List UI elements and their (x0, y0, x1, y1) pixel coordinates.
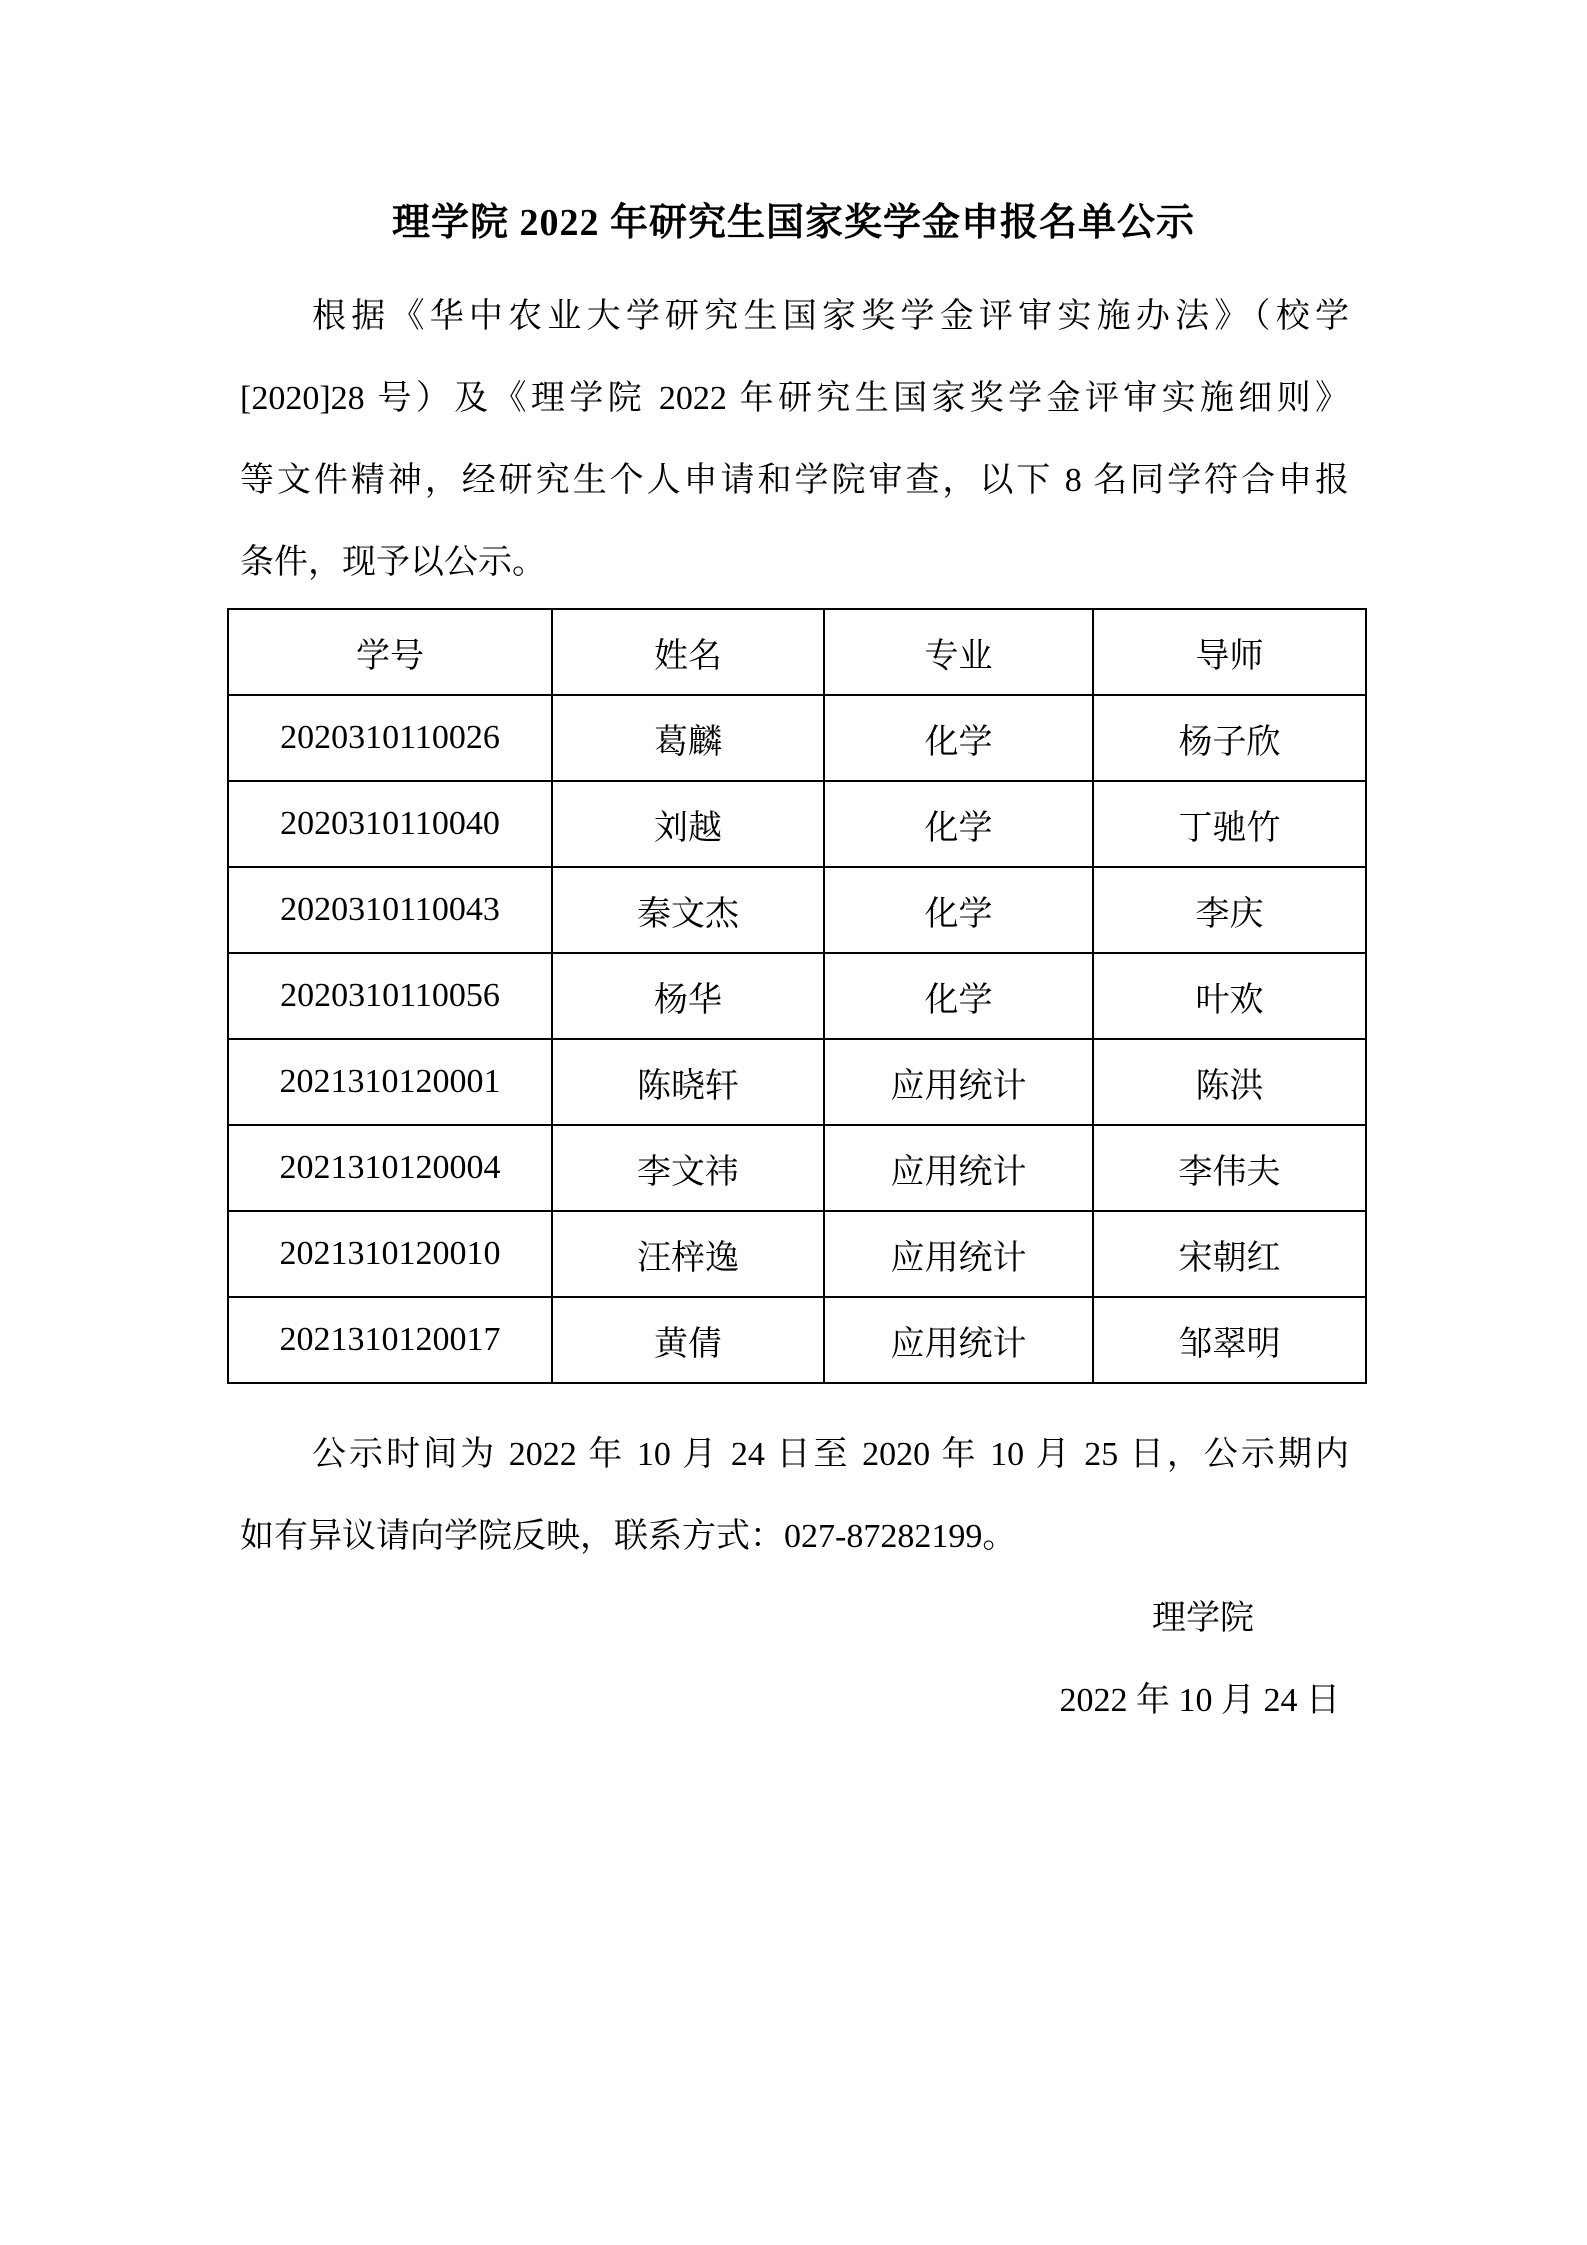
cell-advisor: 杨子欣 (1093, 695, 1366, 781)
table-row (228, 953, 1366, 1039)
cell-major: 应用统计 (824, 1125, 1093, 1211)
cell-name: 秦文杰 (552, 867, 824, 953)
cell-major: 化学 (824, 867, 1093, 953)
signature-org: 理学院 (1152, 1600, 1254, 1637)
cell-student-id: 2021310120001 (228, 1039, 552, 1125)
cell-advisor: 李伟夫 (1093, 1125, 1366, 1211)
column-header-advisor: 导师 (1093, 609, 1366, 695)
table-row (228, 1125, 1366, 1211)
cell-major: 化学 (824, 953, 1093, 1039)
closing-paragraph (240, 1414, 1349, 1578)
table-row (228, 1297, 1366, 1383)
cell-major: 化学 (824, 781, 1093, 867)
cell-major: 应用统计 (824, 1297, 1093, 1383)
cell-name: 葛麟 (552, 695, 824, 781)
cell-student-id: 2020310110056 (228, 953, 552, 1039)
cell-name: 黄倩 (552, 1297, 824, 1383)
cell-student-id: 2021310120017 (228, 1297, 552, 1383)
column-header-major: 专业 (824, 609, 1093, 695)
intro-line: 条件，现予以公示。 (240, 544, 546, 581)
table-row (228, 781, 1366, 867)
cell-major: 应用统计 (824, 1211, 1093, 1297)
column-header-student-id: 学号 (228, 609, 552, 695)
cell-name: 杨华 (552, 953, 824, 1039)
cell-student-id: 2020310110043 (228, 867, 552, 953)
cell-advisor: 邹翠明 (1093, 1297, 1366, 1383)
intro-line: 等文件精神，经研究生个人申请和学院审查，以下 8 名同学符合申报 (240, 462, 1349, 499)
intro-line: 根据《华中农业大学研究生国家奖学金评审实施办法》（校学 (312, 298, 1349, 335)
cell-major: 化学 (824, 695, 1093, 781)
table-row (228, 695, 1366, 781)
table-header-row (228, 609, 1366, 695)
cell-student-id: 2020310110040 (228, 781, 552, 867)
cell-advisor: 李庆 (1093, 867, 1366, 953)
column-header-name: 姓名 (552, 609, 824, 695)
signature-date: 2022 年 10 月 24 日 (1059, 1682, 1340, 1719)
closing-line: 如有异议请向学院反映，联系方式：027-87282199。 (240, 1518, 1017, 1555)
closing-line: 公示时间为 2022 年 10 月 24 日至 2020 年 10 月 25 日，公示期内 (312, 1436, 1349, 1473)
cell-advisor: 丁驰竹 (1093, 781, 1366, 867)
table-row (228, 1211, 1366, 1297)
cell-student-id: 2021310120004 (228, 1125, 552, 1211)
cell-name: 汪梓逸 (552, 1211, 824, 1297)
cell-name: 李文祎 (552, 1125, 824, 1211)
intro-paragraph (240, 276, 1349, 604)
intro-line: [2020]28 号）及《理学院 2022 年研究生国家奖学金评审实施细则》 (240, 380, 1349, 417)
applicants-table (227, 608, 1367, 1384)
table-row (228, 1039, 1366, 1125)
table-row (228, 867, 1366, 953)
cell-student-id: 2020310110026 (228, 695, 552, 781)
cell-advisor: 叶欢 (1093, 953, 1366, 1039)
cell-advisor: 宋朝红 (1093, 1211, 1366, 1297)
cell-name: 刘越 (552, 781, 824, 867)
document-title: 理学院 2022 年研究生国家奖学金申报名单公示 (391, 202, 1195, 244)
cell-advisor: 陈洪 (1093, 1039, 1366, 1125)
signature-block (0, 1578, 1587, 1742)
table-body (228, 695, 1366, 1383)
cell-major: 应用统计 (824, 1039, 1093, 1125)
cell-name: 陈晓轩 (552, 1039, 824, 1125)
cell-student-id: 2021310120010 (228, 1211, 552, 1297)
